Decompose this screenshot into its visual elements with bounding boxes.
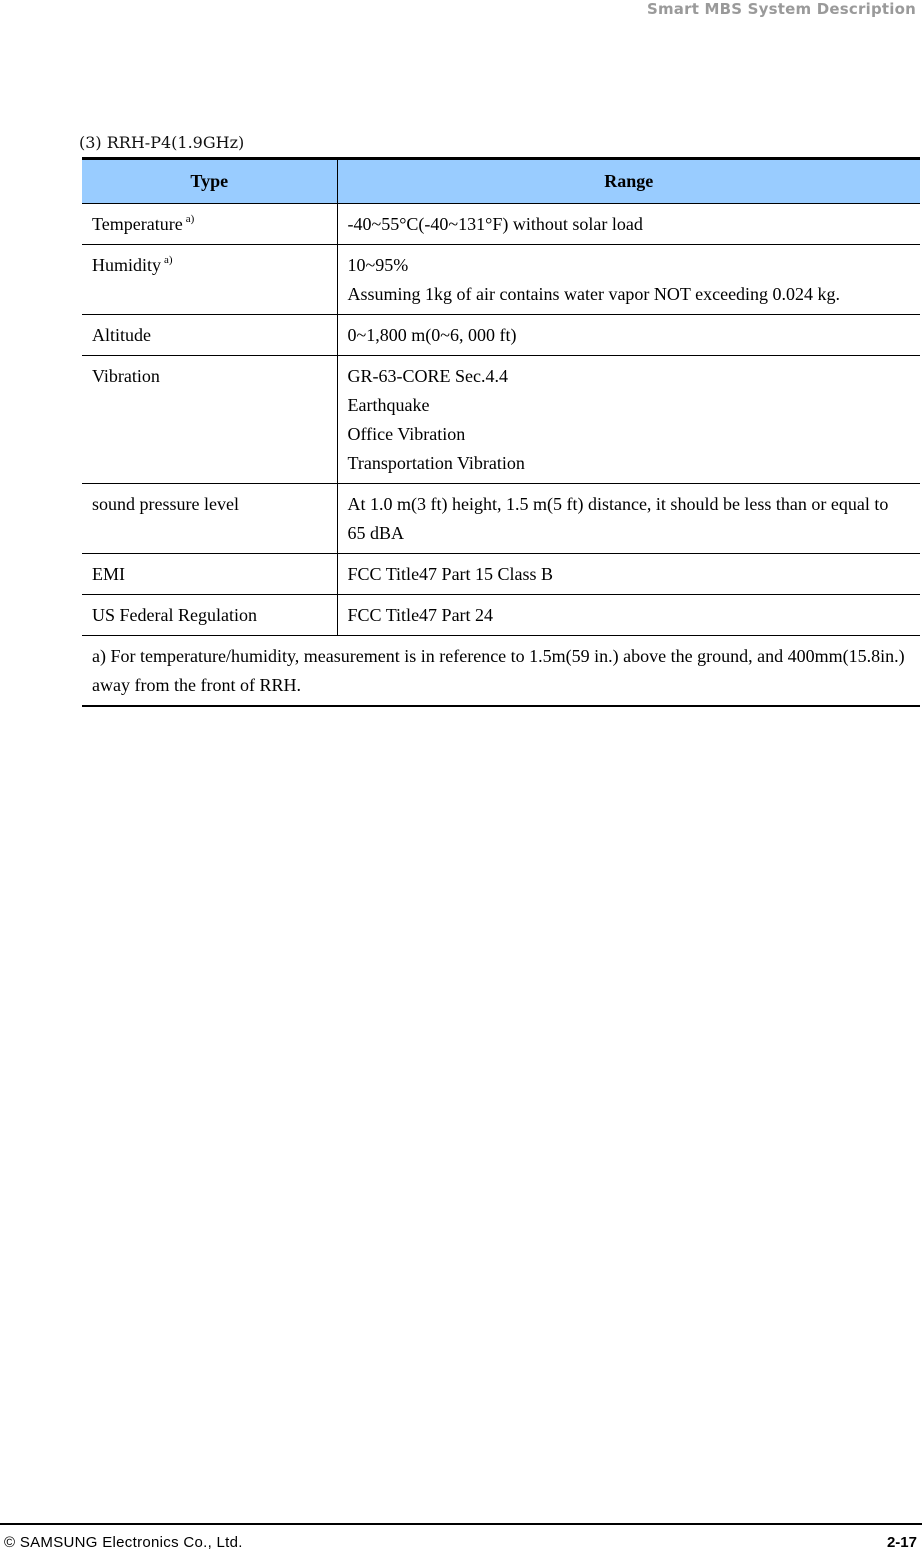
column-header-range: Range [337, 159, 920, 204]
page-number: 2-17 [886, 1534, 917, 1551]
range-cell: FCC Title47 Part 15 Class B [337, 554, 920, 595]
range-cell: FCC Title47 Part 24 [337, 595, 920, 636]
type-cell: US Federal Regulation [82, 595, 337, 636]
range-cell: At 1.0 m(3 ft) height, 1.5 m(5 ft) distance, it should be less than or equal to 65 dBA [337, 484, 920, 554]
type-cell: EMI [82, 554, 337, 595]
type-cell: Humidity $^{a)}$ [82, 245, 337, 315]
table-row [82, 595, 920, 636]
footer-copyright: © SAMSUNG Electronics Co., Ltd. [4, 1534, 243, 1551]
table-row [82, 356, 920, 484]
type-cell: sound pressure level [82, 484, 337, 554]
footer-divider [0, 1523, 922, 1525]
table-footnote: a) For temperature/humidity, measurement is in reference to 1.5m(59 in.) above the ground, and 400mm(15.8in.) away from the front of RRH. [82, 636, 920, 707]
table-row [82, 204, 920, 245]
type-cell: Temperature $^{a)}$ [82, 204, 337, 245]
section-title: (3) RRH-P4(1.9GHz) [79, 133, 245, 152]
column-header-type: Type [82, 159, 337, 204]
table-row [82, 315, 920, 356]
type-cell: Altitude [82, 315, 337, 356]
range-cell: GR-63-CORE Sec.4.4 Earthquake Office Vibration Transportation Vibration [337, 356, 920, 484]
environment-spec-table [82, 157, 920, 707]
table-header-row [82, 159, 920, 204]
table-note-row [82, 636, 920, 707]
table-row [82, 484, 920, 554]
range-cell: -40~55°C(-40~131°F) without solar load [337, 204, 920, 245]
table-row [82, 245, 920, 315]
type-cell: Vibration [82, 356, 337, 484]
table-row [82, 554, 920, 595]
document-header-title: Smart MBS System Description [646, 0, 916, 18]
range-cell: 10~95% Assuming 1kg of air contains water vapor NOT exceeding 0.024 kg. [337, 245, 920, 315]
range-cell: 0~1,800 m(0~6, 000 ft) [337, 315, 920, 356]
